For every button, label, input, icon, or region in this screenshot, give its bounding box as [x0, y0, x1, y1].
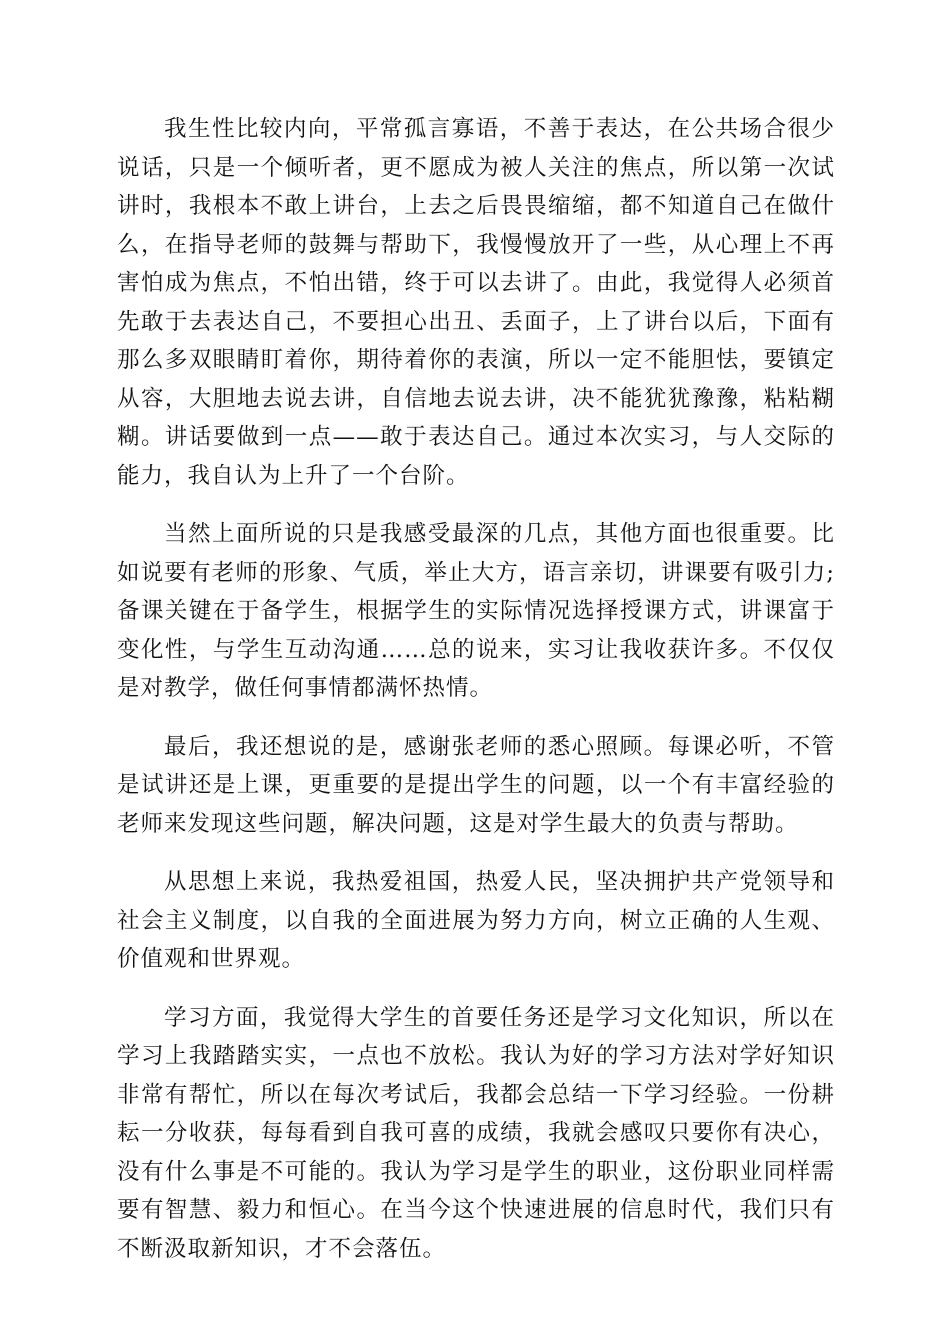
document-body	[117, 110, 835, 1268]
paragraph-introversion: 我生性比较内向，平常孤言寡语，不善于表达，在公共场合很少说话，只是一个倾听者，更不愿成为被人关注的焦点，所以第一次试讲时，我根本不敢上讲台，上去之后畏畏缩缩，都不知道自己在做什么，在指导老师的鼓舞与帮助下，我慢慢放开了一些，从心理上不再害怕成为焦点，不怕出错，终于可以去讲了。由此，我觉得人必须首先敢于去表达自己，不要担心出丑、丢面子，上了讲台以后，下面有那么多双眼睛盯着你，期待着你的表演，所以一定不能胆怯，要镇定从容，大胆地去说去讲，自信地去说去讲，决不能犹犹豫豫，粘粘糊糊。讲话要做到一点——敢于表达自己。通过本次实习，与人交际的能力，我自认为上升了一个台阶。	[117, 116, 835, 489]
paragraph-other-aspects: 当然上面所说的只是我感受最深的几点，其他方面也很重要。比如说要有老师的形象、气质，举止大方，语言亲切，讲课要有吸引力;备课关键在于备学生，根据学生的实际情况选择授课方式，讲课富于变化性，与学生互动沟通……总的说来，实习让我收获许多。不仅仅是对教学，做任何事情都满怀热情。	[117, 521, 835, 701]
paragraph-study: 学习方面，我觉得大学生的首要任务还是学习文化知识，所以在学习上我踏踏实实，一点也不放松。我认为好的学习方法对学好知识非常有帮忙，所以在每次考试后，我都会总结一下学习经验。一份耕耘一分收获，每每看到自我可喜的成绩，我就会感叹只要你有决心，没有什么事是不可能的。我认为学习是学生的职业，这份职业同样需要有智慧、毅力和恒心。在当今这个快速进展的信息时代，我们只有不断汲取新知识，才不会落伍。	[117, 1004, 835, 1262]
paragraph-thanks: 最后，我还想说的是，感谢张老师的悉心照顾。每课必听，不管是试讲还是上课，更重要的是提出学生的问题，以一个有丰富经验的老师来发现这些问题，解决问题，这是对学生最大的负责与帮助。	[117, 733, 835, 837]
paragraph-ideology: 从思想上来说，我热爱祖国，热爱人民，坚决拥护共产党领导和社会主义制度，以自我的全面进展为努力方向，树立正确的人生观、价值观和世界观。	[117, 869, 835, 972]
